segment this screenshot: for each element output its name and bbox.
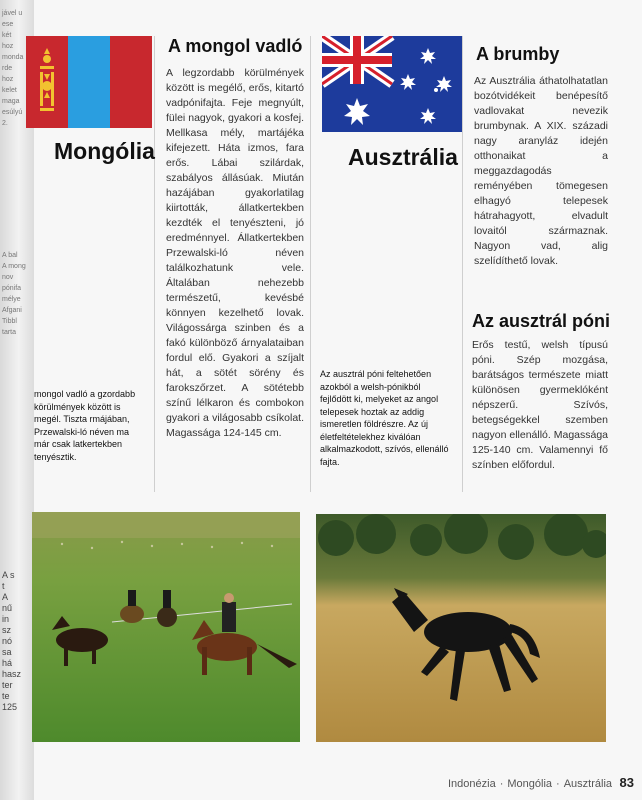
adjacent-page-text-top: jável u ese két hoz monda rde hoz kelet maga esúlyú 2. <box>2 10 24 127</box>
australia-flag-icon <box>322 36 462 132</box>
country-title-australia: Ausztrália <box>348 144 458 170</box>
australia-photo-caption: Az ausztrál póni feltehetően azokból a welsh-pónikból fejlődött ki, melyeket az angol telepesek hoztak az addig ismeretlen földrészre. Az új életfeltételekhez kiválóan alkalmazkodott, szívós, ellenálló fajta. <box>320 369 449 467</box>
mongolia-photo-caption: mongol vadló a gzordabb körülmények között is megél. Tiszta rmájában, Przewalski-ló néven ma már csak latkertekben tenyésztik. <box>34 389 136 462</box>
heading-mongol-vadlo: A mongol vadló <box>168 36 303 56</box>
adjacent-page-text-bottom: A s t A nű in sz nó sa há hasz ter te 125 <box>2 570 22 712</box>
column-divider <box>462 36 463 492</box>
mongol-vadlo-text: A legzordabb körülmények között is megélő, erős, kitartó vadpónifajta. Feje megnyúlt, fülei nagyok, gyakori a kosfej. Mellkasa mély, martájéka kifejezett. Háta izmos, fara erős. Lábai szilárdak, szabályos állásúak. Miután hazájában gyakorlatilag kiirtották, állatkertekben kezdték el tenyészteni, jó eredménnyel. Állatkertekben Przewalski-ló néven találkozhatunk vele. Általában nehezebb természetű, kevésbé könnyen kezelhető lovak. Világossárga szinben és a fakó különböző árnyalataiban fordul elő. Gyakori a szíjalt hát, a sötét sörény és farokszőrzet. A sötétebb színű lélkaron és combokon gyakori a világosabb csíkolat. Magassága 124-145 cm. <box>166 67 304 439</box>
breadcrumb <box>448 778 612 790</box>
book-page <box>34 0 642 800</box>
mongol-horsemen-photo <box>32 512 300 742</box>
heading-ausztral-poni: Az ausztrál póni <box>472 311 611 331</box>
column-divider <box>154 36 155 492</box>
breadcrumb-indonezia: Indonézia <box>448 778 496 790</box>
mongolia-flag-icon <box>26 36 152 128</box>
breadcrumb-ausztralia: Ausztrália <box>563 778 612 790</box>
page-number: 83 <box>619 775 634 790</box>
breadcrumb-mongolia: Mongólia <box>507 778 553 790</box>
column-divider <box>310 36 311 492</box>
brumby-text: Az Ausztrália áthatolhatatlan bozótvidékeit benépesítő vadlovakat nevezik brumbynak. A XIX. századi nagy aranyláz idején otthonaikat a meggazdagodás reményében tömegesen elhagyó telepesek hátrahagyott, elvadult lovaitól származnak. Nagyon vad, alig szelídíthető lovak. <box>474 75 608 267</box>
heading-brumby: A brumby <box>476 44 560 64</box>
country-title-mongolia: Mongólia <box>54 138 155 164</box>
adjacent-page-text-mid: A bal A mong nov pónifa mélye Afgani Tibbl tarta <box>2 252 26 336</box>
breadcrumb-separator: · <box>499 778 504 790</box>
australian-pony-photo <box>316 514 606 742</box>
breadcrumb-separator: · <box>556 778 560 790</box>
ausztral-poni-text: Erős testű, welsh típusú póni. Szép mozgása, barátságos természete miatt különösen gyermeklóként népszerű. Szívós, betegségekkel szemben nagyon ellenálló. Magassága 125-140 cm. Valamennyi fő színben előfordul. <box>472 339 609 471</box>
